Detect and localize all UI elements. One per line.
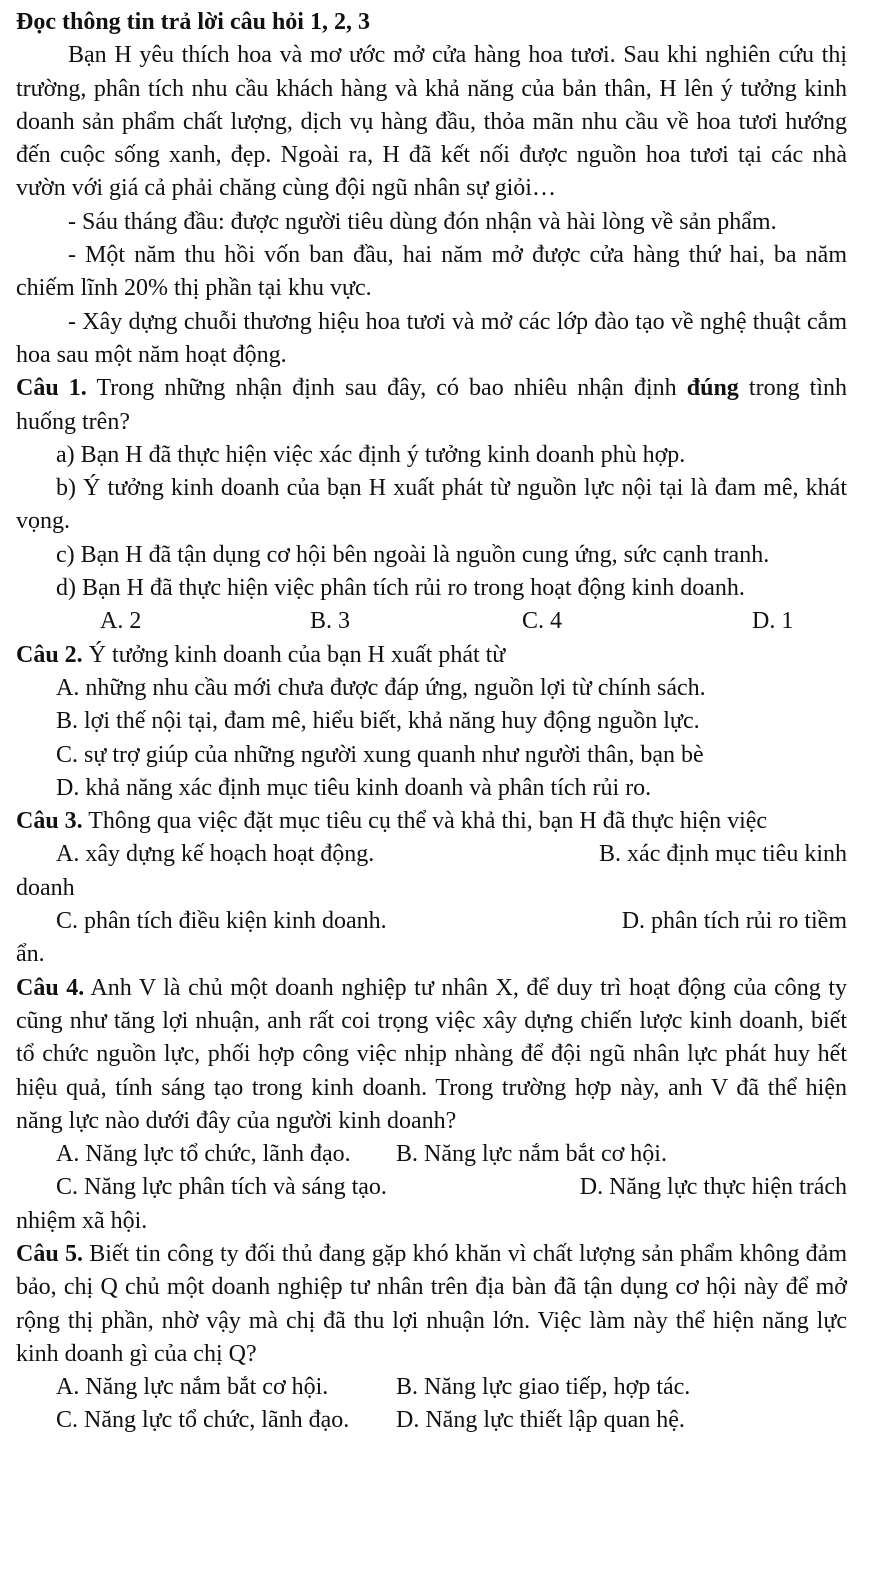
q5-options-row-2 [16,1404,847,1437]
statement-b: b) Ý tưởng kinh doanh của bạn H xuất phát từ nguồn lực nội tại là đam mê, khát vọng. [16,475,847,535]
passage-bullet-1: - Sáu tháng đầu: được người tiêu dùng đón nhận và hài lòng về sản phẩm. [68,208,777,235]
q1-option-c[interactable]: C. 4 [522,608,563,635]
question-3 [16,805,847,838]
q2-option-a[interactable]: A. những nhu cầu mới chưa được đáp ứng, nguồn lợi từ chính sách. [56,674,706,701]
q5-option-d[interactable]: D. Năng lực thiết lập quan hệ. [396,1407,685,1434]
question-5-label: Câu 5. [16,1240,83,1267]
q3-option-d-continued: ẩn. [16,941,45,968]
q1-option-a[interactable]: A. 2 [100,608,142,635]
question-5-text: Biết tin công ty đối thủ đang gặp khó khăn vì chất lượng sản phẩm không đảm bảo, chị Q chủ một doanh nghiệp tư nhân trên địa bàn đã tận dụng cơ hội này để mở rộng thị phần, nhờ vậy mà chị đã thu lợi nhuận lớn. Việc làm này thể hiện năng lực kinh doanh gì của chị Q? [16,1240,847,1367]
q3-options-row-1 [16,838,847,871]
q2-option-c[interactable]: C. sự trợ giúp của những người xung quanh như người thân, bạn bè [56,741,704,768]
q4-options-row-2 [16,1171,847,1204]
question-3-text: Thông qua việc đặt mục tiêu cụ thể và khả thi, bạn H đã thực hiện việc [82,808,768,835]
passage-paragraph: Bạn H yêu thích hoa và mơ ước mở cửa hàng hoa tươi. Sau khi nghiên cứu thị trường, phân tích nhu cầu khách hàng và khả năng của bản thân, H lên ý tưởng kinh doanh sản phẩm chất lượng, dịch vụ hàng đầu, thỏa mãn nhu cầu về hoa tươi hướng đến cuộc sống xanh, đẹp. Ngoài ra, H đã kết nối được nguồn hoa tươi tại các nhà vườn với giá cả phải chăng cùng đội ngũ nhân sự giỏi… [16,42,847,202]
question-5 [16,1238,847,1371]
passage-bullet-2: - Một năm thu hồi vốn ban đầu, hai năm mở được cửa hàng thứ hai, ba năm chiếm lĩnh 20% thị phần tại khu vực. [16,242,847,302]
statement-d: d) Bạn H đã thực hiện việc phân tích rủi ro trong hoạt động kinh doanh. [56,575,745,602]
question-1-text-a: Trong những nhận định sau đây, có bao nhiêu nhận định [86,375,687,402]
q4-option-c[interactable]: C. Năng lực phân tích và sáng tạo. [56,1174,387,1201]
question-2 [16,639,847,672]
q4-option-d-continued: nhiệm xã hội. [16,1207,148,1234]
q4-option-a[interactable]: A. Năng lực tổ chức, lãnh đạo. [56,1141,351,1168]
q5-option-b[interactable]: B. Năng lực giao tiếp, hợp tác. [396,1374,691,1401]
question-4 [16,972,847,1138]
question-1 [16,372,847,439]
statement-c: c) Bạn H đã tận dụng cơ hội bên ngoài là nguồn cung ứng, sức cạnh tranh. [56,541,770,568]
q3-options-row-2 [16,905,847,938]
q5-options-row-1 [16,1371,847,1404]
question-2-label: Câu 2. [16,641,83,668]
question-1-label: Câu 1. [16,375,87,402]
question-2-text: Ý tưởng kinh doanh của bạn H xuất phát từ [82,641,506,668]
q3-option-c[interactable]: C. phân tích điều kiện kinh doanh. [56,908,387,935]
reading-heading: Đọc thông tin trả lời câu hỏi 1, 2, 3 [16,9,370,35]
q5-option-c[interactable]: C. Năng lực tổ chức, lãnh đạo. [56,1407,350,1434]
q4-option-d[interactable]: D. Năng lực thực hiện trách [579,1174,847,1201]
q3-option-b[interactable]: B. xác định mục tiêu kinh [599,841,847,868]
q2-option-b[interactable]: B. lợi thế nội tại, đam mê, hiểu biết, khả năng huy động nguồn lực. [56,708,700,735]
q3-option-d[interactable]: D. phân tích rủi ro tiềm [621,908,847,935]
q1-option-b[interactable]: B. 3 [310,608,351,635]
question-3-label: Câu 3. [16,808,83,835]
q3-option-a[interactable]: A. xây dựng kế hoạch hoạt động. [56,841,375,868]
passage-bullet-3: - Xây dựng chuỗi thương hiệu hoa tươi và mở các lớp đào tạo về nghệ thuật cắm hoa sau một năm hoạt động. [16,308,847,368]
question-4-text: Anh V là chủ một doanh nghiệp tư nhân X, để duy trì hoạt động của công ty cũng như tăng lợi nhuận, anh rất coi trọng việc xây dựng chiến lược kinh doanh, biết tổ chức nguồn lực, phối hợp công việc nhịp nhàng để đội ngũ nhân lực phát huy hết hiệu quả, tính sáng tạo trong kinh doanh. Trong trường hợp này, anh V đã thể hiện năng lực nào dưới đây của người kinh doanh? [16,974,848,1134]
q4-options-row-1 [16,1138,847,1171]
question-4-label: Câu 4. [16,974,85,1001]
question-1-options [16,605,847,638]
question-1-bold-word: đúng [686,375,739,402]
q4-option-b[interactable]: B. Năng lực nắm bắt cơ hội. [396,1141,667,1168]
q1-option-d[interactable]: D. 1 [752,608,794,635]
q2-option-d[interactable]: D. khả năng xác định mục tiêu kinh doanh và phân tích rủi ro. [56,774,652,801]
q3-option-b-continued: doanh [16,874,75,901]
question-1-text-b: trong tình huống trên? [16,375,848,435]
statement-a: a) Bạn H đã thực hiện việc xác định ý tưởng kinh doanh phù hợp. [56,441,686,468]
q5-option-a[interactable]: A. Năng lực nắm bắt cơ hội. [56,1374,329,1401]
